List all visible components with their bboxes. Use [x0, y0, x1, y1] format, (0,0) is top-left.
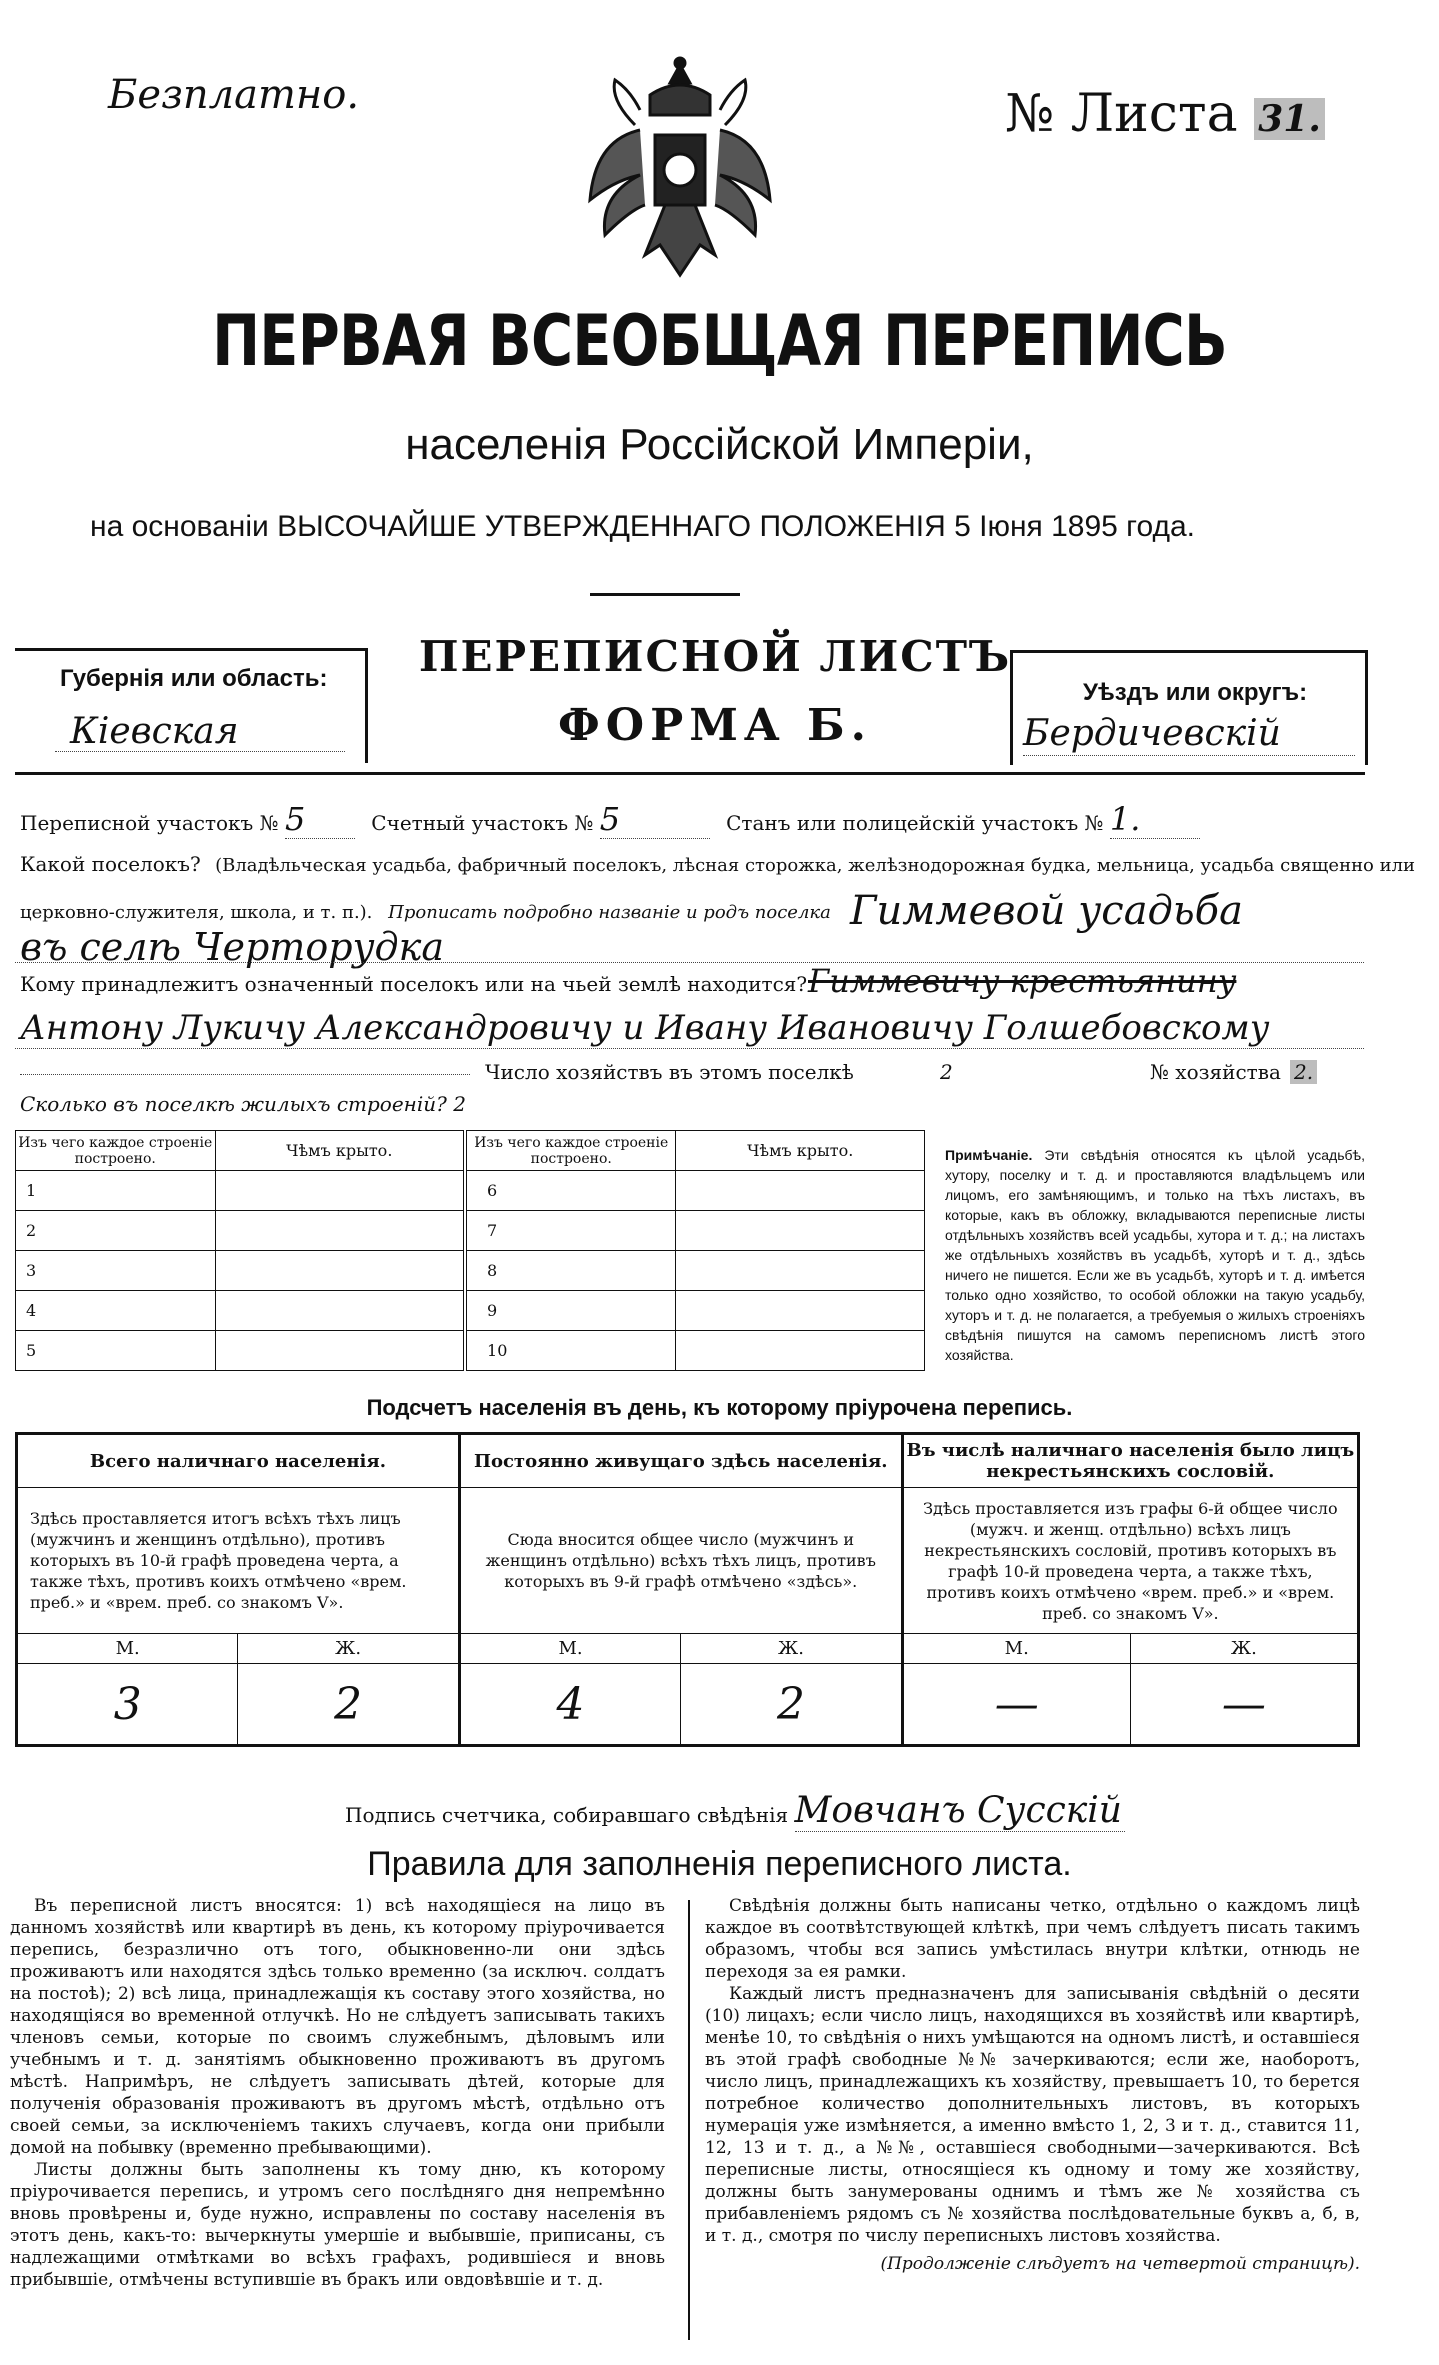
roof-cell[interactable] — [215, 1291, 465, 1331]
buildings-table — [15, 1130, 925, 1371]
col-roof-left: Чѣмъ крыто. — [215, 1131, 465, 1171]
areas-line — [20, 800, 1200, 839]
uezd-box — [1010, 650, 1368, 765]
stan-label: Станъ или полицейскій участокъ № — [726, 811, 1104, 835]
col-material-left: Изъ чего каждое строеніе построено. — [16, 1131, 216, 1171]
households-count-label: Число хозяйствъ въ этомъ поселкѣ — [485, 1060, 854, 1084]
sheet-number-label: № Листа — [1005, 84, 1238, 144]
gubernia-value[interactable]: Кіевская — [70, 711, 239, 752]
roof-cell[interactable] — [215, 1171, 465, 1211]
household-no-value[interactable]: 2. — [1290, 1060, 1317, 1084]
uezd-label: Уѣздъ или округъ: — [1083, 679, 1308, 706]
free-label: Безплатно. — [108, 72, 360, 118]
rules-title: Правила для заполненія переписного листа. — [367, 1845, 1072, 1883]
signature-label: Подпись счетчика, собиравшаго свѣдѣнія — [345, 1803, 789, 1827]
signature-line — [345, 1790, 1125, 1832]
settlement-value[interactable]: Гиммевой усадьба — [850, 888, 1243, 934]
households-count-value[interactable]: 2 — [940, 1060, 953, 1084]
note-label: Примѣчаніе. — [945, 1147, 1033, 1163]
building-row-5[interactable]: 5 — [16, 1331, 216, 1371]
building-row-9[interactable]: 9 — [465, 1291, 676, 1331]
building-row-8[interactable]: 8 — [465, 1251, 676, 1291]
building-row-2[interactable]: 2 — [16, 1211, 216, 1251]
tally-nonpeasant-zh[interactable]: — — [1130, 1664, 1358, 1746]
tally-resident-m[interactable]: 4 — [459, 1664, 680, 1746]
gubernia-box — [15, 648, 368, 763]
roof-cell[interactable] — [215, 1251, 465, 1291]
tally-m-header: М. — [459, 1634, 680, 1664]
owner-value[interactable]: Антону Лукичу Александровичу и Ивану Ивановичу Голшебовскому — [20, 1008, 1270, 1048]
census-area-label: Переписной участокъ № — [20, 811, 279, 835]
tally-zh-header: Ж. — [681, 1634, 902, 1664]
tally-col1-text: Здѣсь проставляется итогъ всѣхъ тѣхъ лицъ (мужчинъ и женщинъ отдѣльно), противъ которыхъ въ 10-й графѣ проведена черта, а также тѣхъ, противъ коихъ отмѣчено «врем. преб.» и «врем. преб. со знакомъ V». — [17, 1488, 460, 1634]
settlement-hint-3: Прописать подробно названіе и родъ поселка — [388, 902, 831, 923]
rules-left-column — [10, 1895, 665, 2291]
count-area-label: Счетный участокъ № — [371, 811, 594, 835]
tally-col1-title: Всего наличнаго населенія. — [17, 1434, 460, 1488]
sheet-number — [1005, 84, 1325, 144]
owner-value-struck[interactable]: Гиммевичу крестьянину — [808, 962, 1237, 1000]
signature-value[interactable]: Мовчанъ Сусскій — [795, 1790, 1125, 1832]
building-row-6[interactable]: 6 — [465, 1171, 676, 1211]
roof-cell[interactable] — [676, 1251, 925, 1291]
rules-right-p1: Свѣдѣнія должны быть написаны четко, отдѣльно о каждомъ лицѣ каждое въ соотвѣтствующей клѣткѣ, при чемъ слѣдуетъ писать такимъ образомъ, чтобы вся запись умѣстилась внутри клѣтки, отнюдь не переходя за ея рамки. — [705, 1896, 1360, 1982]
settlement-hint: (Владѣльческая усадьба, фабричный поселокъ, лѣсная сторожка, желѣзнодорожная будка, мельница, усадьба священно или — [215, 855, 1416, 876]
tally-col3-text: Здѣсь проставляется изъ графы 6-й общее число (мужч. и женщ. отдѣльно) всѣхъ лицъ некрестьянскихъ сословій, противъ которыхъ въ графѣ 10-й проведена черта, а также тѣхъ, противъ коихъ отмѣчено «врем. преб.» и «врем. преб. со знакомъ V». — [902, 1488, 1358, 1634]
building-row-7[interactable]: 7 — [465, 1211, 676, 1251]
tally-table — [15, 1432, 1360, 1747]
count-area-value[interactable]: 5 — [600, 800, 710, 839]
settlement-label: Какой поселокъ? — [20, 852, 201, 876]
roof-cell[interactable] — [215, 1211, 465, 1251]
tally-resident-zh[interactable]: 2 — [681, 1664, 902, 1746]
owner-label: Кому принадлежитъ означенный поселокъ или на чьей землѣ находится? — [20, 972, 808, 996]
col-material-right: Изъ чего каждое строеніе построено. — [465, 1131, 676, 1171]
rules-continued: (Продолженіе слѣдуетъ на четвертой страницѣ). — [880, 2254, 1360, 2274]
roof-cell[interactable] — [215, 1331, 465, 1371]
tally-title: Подсчетъ населенія въ день, къ которому пріурочена перепись. — [366, 1395, 1073, 1420]
settlement-line-2 — [20, 902, 831, 923]
tally-zh-header: Ж. — [238, 1634, 459, 1664]
form-title: ФОРМА Б. — [558, 700, 872, 751]
tally-zh-header: Ж. — [1130, 1634, 1358, 1664]
page-title: ПЕРВАЯ ВСЕОБЩАЯ ПЕРЕПИСЬ — [212, 300, 1227, 382]
buildings-label-text: Сколько въ поселкѣ жилыхъ строеній? — [20, 1092, 447, 1116]
settlement-hint-2: церковно-служителя, школа, и т. п.). — [20, 902, 373, 923]
page-subtitle: населенія Россійской Имперіи, — [405, 420, 1034, 469]
roof-cell[interactable] — [676, 1171, 925, 1211]
note-text: Эти свѣдѣнія относятся къ цѣлой усадьбѣ, хутору, поселку и т. д. и проставляются владѣльцемъ или лицомъ, его замѣняющимъ, и только на тѣхъ листахъ, въ которые, какъ въ обложку, вкладываются переписные листы отдѣльныхъ хозяйствъ всей усадьбы, хутора и т. д.; на листахъ же отдѣльныхъ хозяйствъ въ усадьбѣ, хуторѣ и т. д., здѣсь ничего не пишется. Если же въ усадьбѣ, хуторѣ и т. д. имѣется только одно хозяйство, то особой обложки на такую усадьбу, хуторъ и т. д. не полагается, а требуемыя о жилыхъ строеніяхъ свѣдѣнія пишутся на самомъ переписномъ листѣ этого хозяйства. — [945, 1147, 1365, 1363]
stan-value[interactable]: 1. — [1110, 800, 1200, 839]
buildings-value[interactable]: 2 — [453, 1092, 466, 1116]
sheet-title: ПЕРЕПИСНОЙ ЛИСТЪ — [418, 632, 1012, 681]
legal-basis: на основаніи ВЫСОЧАЙШЕ УТВЕРЖДЕННАГО ПОЛОЖЕНІЯ 5 Іюня 1895 года. — [90, 510, 1196, 543]
tally-col3-title: Въ числѣ наличнаго населенія было лицъ некрестьянскихъ сословій. — [902, 1434, 1358, 1488]
building-row-1[interactable]: 1 — [16, 1171, 216, 1211]
tally-m-header: М. — [17, 1634, 238, 1664]
tally-m-header: М. — [902, 1634, 1130, 1664]
tally-total-m[interactable]: 3 — [17, 1664, 238, 1746]
tally-nonpeasant-m[interactable]: — — [902, 1664, 1130, 1746]
rules-left-p1: Въ переписной листъ вносятся: 1) всѣ находящіеся на лицо въ данномъ хозяйствѣ или квартирѣ въ день, къ которому пріурочивается перепись, безразлично отъ того, обыкновенно-ли они здѣсь проживаютъ или находятся здѣсь только временно (за исключ. солдатъ на постоѣ); 2) всѣ лица, принадлежащія къ составу этого хозяйства, но находящіяся во временной отлучкѣ. Но не слѣдуетъ записывать такихъ членовъ семьи, которые по своимъ служебнымъ, дѣловымъ или учебнымъ и т. д. занятіямъ обыкновенно проживаютъ въ другомъ мѣстѣ. Напримѣръ, не слѣдуетъ записывать дѣтей, которые для полученія образованія проживаютъ въ другомъ мѣстѣ, отдѣльно отъ своей семьи, за исключеніемъ такихъ случаевъ, когда они прибыли домой на побывку (временно пребывающими). — [10, 1896, 665, 2158]
rules-right-column — [705, 1895, 1360, 2275]
sheet-number-value: 31. — [1254, 98, 1325, 140]
household-no-label: № хозяйства — [1150, 1060, 1281, 1084]
gubernia-label: Губернія или область: — [60, 665, 328, 692]
uezd-value[interactable]: Бердичевскій — [1023, 713, 1281, 754]
imperial-eagle-emblem — [580, 55, 780, 295]
roof-cell[interactable] — [676, 1331, 925, 1371]
roof-cell[interactable] — [676, 1291, 925, 1331]
census-area-value[interactable]: 5 — [285, 800, 355, 839]
building-row-4[interactable]: 4 — [16, 1291, 216, 1331]
building-row-3[interactable]: 3 — [16, 1251, 216, 1291]
roof-cell[interactable] — [676, 1211, 925, 1251]
tally-col2-text: Сюда вносится общее число (мужчинъ и женщинъ отдѣльно) всѣхъ тѣхъ лицъ, противъ которыхъ въ 9-й графѣ отмѣчено «здѣсь». — [459, 1488, 902, 1634]
settlement-line — [20, 852, 1415, 876]
buildings-label — [20, 1092, 466, 1116]
rules-right-p2: Каждый листъ предназначенъ для записыванія свѣдѣній о десяти (10) лицахъ; если число лицъ, находящихся въ хозяйствѣ или квартирѣ, менѣе 10, то свѣдѣнія о нихъ умѣщаются на одномъ листѣ, и оставшіеся въ этой графѣ свободные №№ зачеркиваются; если же, наоборотъ, число лицъ, принадлежащихъ къ хозяйству, превышаетъ 10, то берется потребное количество дополнительныхъ листовъ, въ которыхъ нумерація уже измѣняется, а именно вмѣсто 1, 2, 3 и т. д., ставится 11, 12, 13 и т. д., а №№, оставшіеся свободными—зачеркиваются. Всѣ переписные листы, относящіеся къ одному и тому же хозяйству, должны быть занумерованы однимъ и тѣмъ же № хозяйства съ прибавленіемъ рядомъ съ № хозяйства послѣдовательные буквъ а, б, в, и т. д., смотря по числу переписныхъ листовъ хозяйства. — [705, 1984, 1360, 2246]
col-roof-right: Чѣмъ крыто. — [676, 1131, 925, 1171]
rules-left-p2: Листы должны быть заполнены къ тому дню, къ которому пріурочивается перепись, и утромъ сего послѣдняго дня непремѣнно вновь провѣрены и, буде нужно, исправлены по составу населенія въ этотъ день, какъ-то: вычеркнуты умершіе и выбывшіе, приписаны, съ надлежащими отмѣтками во всѣхъ графахъ, родившіеся и вновь прибывшіе, отмѣчены вступившіе въ бракъ или овдовѣвшіе и т. д. — [10, 2160, 665, 2290]
settlement-value-2[interactable]: въ селѣ Черторудка — [20, 925, 444, 969]
building-row-10[interactable]: 10 — [465, 1331, 676, 1371]
tally-total-zh[interactable]: 2 — [238, 1664, 459, 1746]
tally-col2-title: Постоянно живущаго здѣсь населенія. — [459, 1434, 902, 1488]
note-block — [945, 1145, 1365, 1365]
